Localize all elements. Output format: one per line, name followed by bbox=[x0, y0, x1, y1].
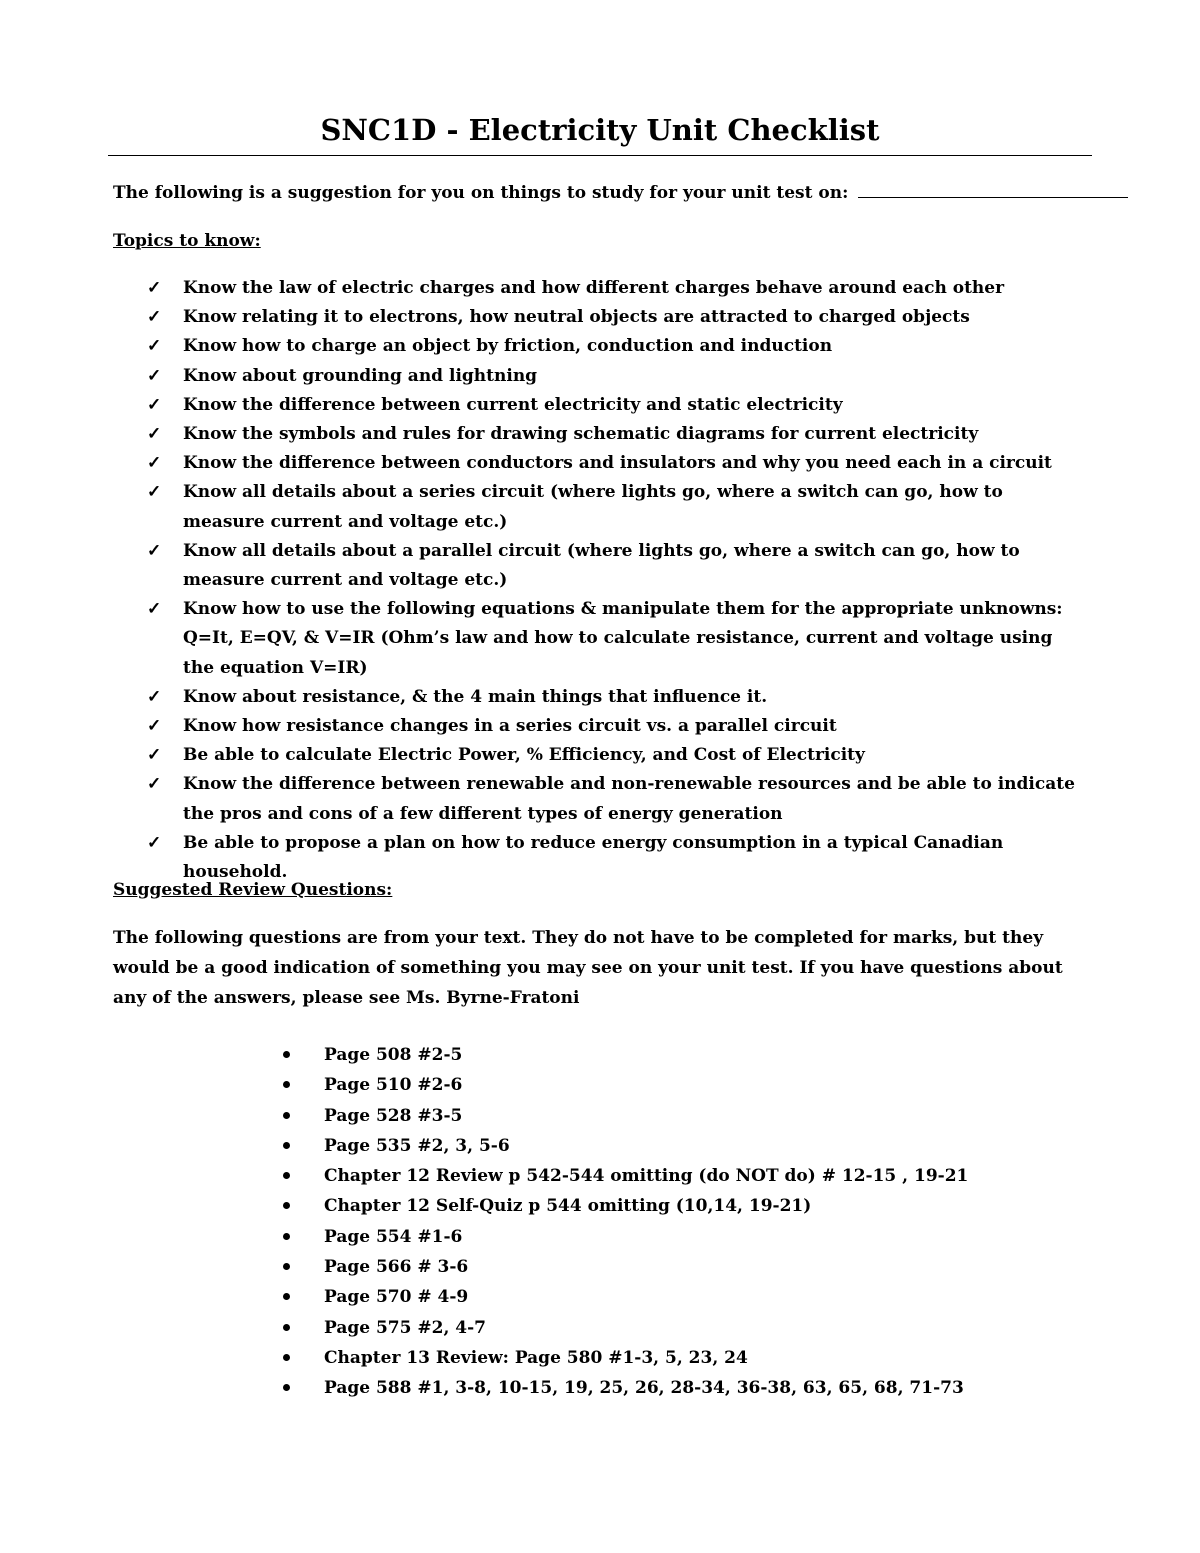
review-item-text: Page 508 #2-5 bbox=[324, 1045, 463, 1065]
checkmark-icon: ✓ bbox=[147, 336, 162, 357]
review-questions-list bbox=[283, 1040, 1043, 1404]
review-item bbox=[283, 1131, 1043, 1161]
checkmark-icon: ✓ bbox=[147, 278, 162, 298]
checkmark-icon: ✓ bbox=[147, 686, 162, 707]
review-item bbox=[283, 1313, 1043, 1343]
checkmark-icon: ✓ bbox=[147, 774, 162, 795]
topic-text: Know the law of electric charges and how different charges behave around each other bbox=[183, 278, 1005, 298]
checkmark-icon: ✓ bbox=[147, 365, 162, 386]
review-item-text: Page 570 # 4-9 bbox=[324, 1287, 469, 1308]
review-item bbox=[283, 1070, 1043, 1100]
topic-text: Be able to calculate Electric Power, % Efficiency, and Cost of Electricity bbox=[183, 745, 865, 766]
topics-checklist bbox=[113, 274, 1088, 887]
topic-item bbox=[113, 303, 1088, 332]
topic-text: Know the difference between conductors and insulators and why you need each in a circuit bbox=[183, 453, 1052, 474]
topic-text: Know all details about a series circuit (where lights go, where a switch can go, how to measure current and voltage etc.) bbox=[183, 482, 1003, 532]
review-item-text: Page 566 # 3-6 bbox=[324, 1257, 469, 1278]
topic-text: Know relating it to electrons, how neutral objects are attracted to charged objects bbox=[183, 307, 970, 328]
checkmark-icon: ✓ bbox=[147, 540, 162, 561]
bullet-icon bbox=[283, 1324, 290, 1331]
review-item bbox=[283, 1343, 1043, 1373]
topic-item bbox=[113, 420, 1088, 449]
title-divider bbox=[108, 155, 1092, 156]
topic-item bbox=[113, 770, 1088, 828]
checkmark-icon: ✓ bbox=[147, 424, 162, 445]
intro-line bbox=[113, 178, 1128, 208]
checkmark-icon: ✓ bbox=[147, 716, 162, 737]
topics-heading: Topics to know: bbox=[113, 231, 261, 251]
review-item-text: Page 528 #3-5 bbox=[324, 1105, 463, 1126]
bullet-icon bbox=[283, 1263, 290, 1270]
review-item-text: Chapter 13 Review: Page 580 #1-3, 5, 23, 24 bbox=[324, 1347, 748, 1368]
document-title: SNC1D - Electricity Unit Checklist bbox=[320, 113, 880, 147]
bullet-icon bbox=[283, 1384, 290, 1391]
bullet-icon bbox=[283, 1202, 290, 1209]
topic-text: Know about resistance, & the 4 main things that influence it. bbox=[183, 686, 768, 707]
topic-item bbox=[113, 332, 1088, 361]
review-item-text: Page 535 #2, 3, 5-6 bbox=[324, 1135, 510, 1156]
review-intro: The following questions are from your text. They do not have to be completed for marks, but they would be a good indication of something you may see on your unit test. If you have questions about any of the answers, please see Ms. Byrne-Fratoni bbox=[113, 928, 1063, 1008]
review-item bbox=[283, 1040, 1043, 1070]
checkmark-icon: ✓ bbox=[147, 307, 162, 328]
topic-item bbox=[113, 362, 1088, 391]
bullet-icon bbox=[283, 1051, 290, 1058]
review-item bbox=[283, 1373, 1043, 1403]
checkmark-icon: ✓ bbox=[147, 453, 162, 474]
topic-text: Know about grounding and lightning bbox=[183, 365, 538, 386]
checkmark-icon: ✓ bbox=[147, 394, 162, 415]
topic-item bbox=[113, 537, 1088, 595]
bullet-icon bbox=[283, 1354, 290, 1361]
topic-item bbox=[113, 478, 1088, 536]
topic-item bbox=[113, 595, 1088, 683]
review-item bbox=[283, 1191, 1043, 1221]
checkmark-icon: ✓ bbox=[147, 745, 162, 766]
topic-item bbox=[113, 391, 1088, 420]
topic-item bbox=[113, 712, 1088, 741]
topic-text: Know how to use the following equations & manipulate them for the appropriate unknowns: Q=It, E=QV, & V=IR (Ohm’s law and how to calculate resistance, current and voltage using the equation V=IR) bbox=[183, 599, 1063, 678]
topic-item bbox=[113, 741, 1088, 770]
review-item-text: Page 554 #1-6 bbox=[324, 1226, 463, 1247]
topic-text: Know how to charge an object by friction, conduction and induction bbox=[183, 336, 833, 357]
review-heading: Suggested Review Questions: bbox=[113, 880, 393, 900]
review-item-text: Page 588 #1, 3-8, 10-15, 19, 25, 26, 28-34, 36-38, 63, 65, 68, 71-73 bbox=[324, 1378, 964, 1399]
review-item bbox=[283, 1282, 1043, 1312]
test-date-blank bbox=[858, 181, 1128, 198]
bullet-icon bbox=[283, 1293, 290, 1300]
topic-text: Know how resistance changes in a series circuit vs. a parallel circuit bbox=[183, 716, 837, 737]
review-item-text: Page 510 #2-6 bbox=[324, 1075, 463, 1096]
intro-text: The following is a suggestion for you on things to study for your unit test on: bbox=[113, 183, 849, 203]
bullet-icon bbox=[283, 1081, 290, 1088]
review-item bbox=[283, 1101, 1043, 1131]
checkmark-icon: ✓ bbox=[147, 599, 162, 620]
topic-item bbox=[113, 683, 1088, 712]
review-item bbox=[283, 1222, 1043, 1252]
bullet-icon bbox=[283, 1172, 290, 1179]
bullet-icon bbox=[283, 1142, 290, 1149]
topic-text: Know the symbols and rules for drawing schematic diagrams for current electricity bbox=[183, 424, 979, 445]
checkmark-icon: ✓ bbox=[147, 482, 162, 503]
topic-item bbox=[113, 274, 1088, 303]
review-item-text: Chapter 12 Review p 542-544 omitting (do NOT do) # 12-15 , 19-21 bbox=[324, 1166, 969, 1187]
review-item-text: Page 575 #2, 4-7 bbox=[324, 1317, 486, 1338]
review-item-text: Chapter 12 Self-Quiz p 544 omitting (10,14, 19-21) bbox=[324, 1196, 812, 1217]
checkmark-icon: ✓ bbox=[147, 832, 162, 853]
bullet-icon bbox=[283, 1112, 290, 1119]
topic-text: Be able to propose a plan on how to reduce energy consumption in a typical Canadian household. bbox=[183, 832, 1004, 883]
review-item bbox=[283, 1252, 1043, 1282]
review-item bbox=[283, 1161, 1043, 1191]
topic-text: Know the difference between renewable and non-renewable resources and be able to indicate the pros and cons of a few different types of energy generation bbox=[183, 774, 1075, 824]
topic-text: Know all details about a parallel circuit (where lights go, where a switch can go, how to measure current and voltage etc.) bbox=[183, 540, 1020, 591]
topic-item bbox=[113, 449, 1088, 478]
bullet-icon bbox=[283, 1233, 290, 1240]
topic-text: Know the difference between current electricity and static electricity bbox=[183, 394, 843, 415]
